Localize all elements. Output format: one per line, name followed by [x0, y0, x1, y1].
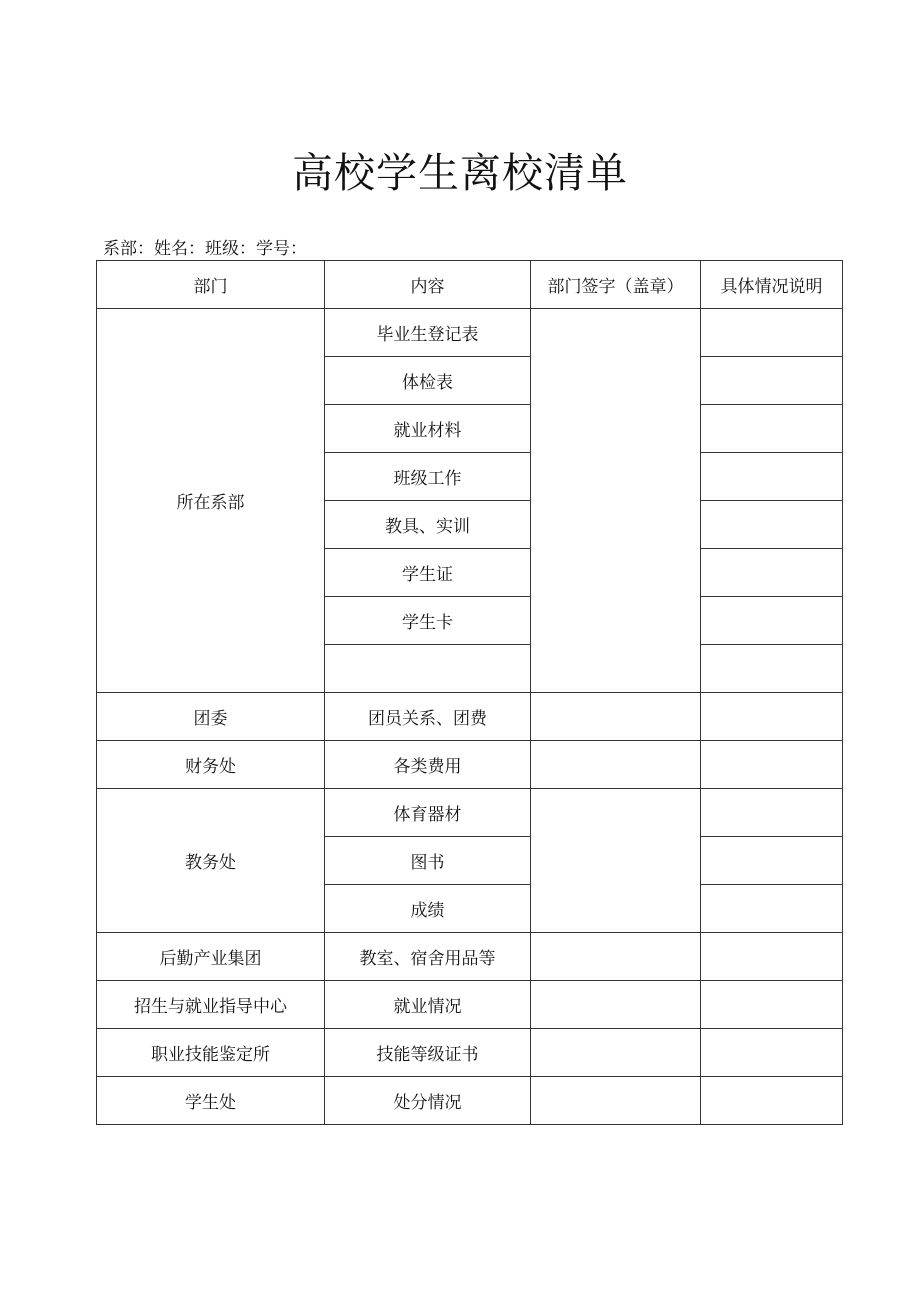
form-title: 高校学生离校清单: [292, 149, 628, 197]
content-cell: 教具、实训: [325, 501, 531, 549]
signature-cell[interactable]: [531, 981, 701, 1029]
content-cell: 成绩: [325, 885, 531, 933]
header-row: [97, 261, 843, 309]
signature-cell[interactable]: [531, 309, 701, 693]
remarks-cell[interactable]: [701, 933, 843, 981]
remarks-cell[interactable]: [701, 405, 843, 453]
remarks-cell[interactable]: [701, 1077, 843, 1125]
content-cell: 就业情况: [325, 981, 531, 1029]
dept-cell: 教务处: [97, 789, 325, 933]
table-row: [97, 309, 843, 357]
content-cell: 毕业生登记表: [325, 309, 531, 357]
table-row: [97, 741, 843, 789]
content-cell: 教室、宿舍用品等: [325, 933, 531, 981]
remarks-cell[interactable]: [701, 597, 843, 645]
remarks-cell[interactable]: [701, 501, 843, 549]
content-cell: 班级工作: [325, 453, 531, 501]
remarks-cell[interactable]: [701, 837, 843, 885]
table-row: [97, 1077, 843, 1125]
signature-cell[interactable]: [531, 933, 701, 981]
remarks-cell[interactable]: [701, 309, 843, 357]
content-cell: 体检表: [325, 357, 531, 405]
remarks-cell[interactable]: [701, 453, 843, 501]
remarks-cell[interactable]: [701, 885, 843, 933]
remarks-cell[interactable]: [701, 549, 843, 597]
remarks-cell[interactable]: [701, 645, 843, 693]
table-row: [97, 789, 843, 837]
remarks-cell[interactable]: [701, 981, 843, 1029]
dept-cell: 招生与就业指导中心: [97, 981, 325, 1029]
content-cell: 各类费用: [325, 741, 531, 789]
header-signature: 部门签字（盖章）: [531, 261, 701, 309]
content-cell: [325, 645, 531, 693]
signature-cell[interactable]: [531, 741, 701, 789]
remarks-cell[interactable]: [701, 357, 843, 405]
content-cell: 处分情况: [325, 1077, 531, 1125]
content-cell: 技能等级证书: [325, 1029, 531, 1077]
remarks-cell[interactable]: [701, 693, 843, 741]
table-row: [97, 933, 843, 981]
dept-cell: 所在系部: [97, 309, 325, 693]
table-row: [97, 1029, 843, 1077]
content-cell: 体育器材: [325, 789, 531, 837]
signature-cell[interactable]: [531, 789, 701, 933]
dept-cell: 后勤产业集团: [97, 933, 325, 981]
table-row: [97, 981, 843, 1029]
header-remarks: 具体情况说明: [701, 261, 843, 309]
content-cell: 图书: [325, 837, 531, 885]
dept-cell: 职业技能鉴定所: [97, 1029, 325, 1077]
content-cell: 学生证: [325, 549, 531, 597]
clearance-table-body: [97, 261, 843, 1125]
remarks-cell[interactable]: [701, 741, 843, 789]
signature-cell[interactable]: [531, 1029, 701, 1077]
signature-cell[interactable]: [531, 1077, 701, 1125]
remarks-cell[interactable]: [701, 789, 843, 837]
student-info-line: 系部：姓名：班级：学号：: [103, 239, 307, 259]
header-dept: 部门: [97, 261, 325, 309]
content-cell: 就业材料: [325, 405, 531, 453]
content-cell: 学生卡: [325, 597, 531, 645]
dept-cell: 学生处: [97, 1077, 325, 1125]
table-row: [97, 693, 843, 741]
signature-cell[interactable]: [531, 693, 701, 741]
remarks-cell[interactable]: [701, 1029, 843, 1077]
content-cell: 团员关系、团费: [325, 693, 531, 741]
dept-cell: 财务处: [97, 741, 325, 789]
header-content: 内容: [325, 261, 531, 309]
dept-cell: 团委: [97, 693, 325, 741]
clearance-table: [96, 260, 843, 1125]
